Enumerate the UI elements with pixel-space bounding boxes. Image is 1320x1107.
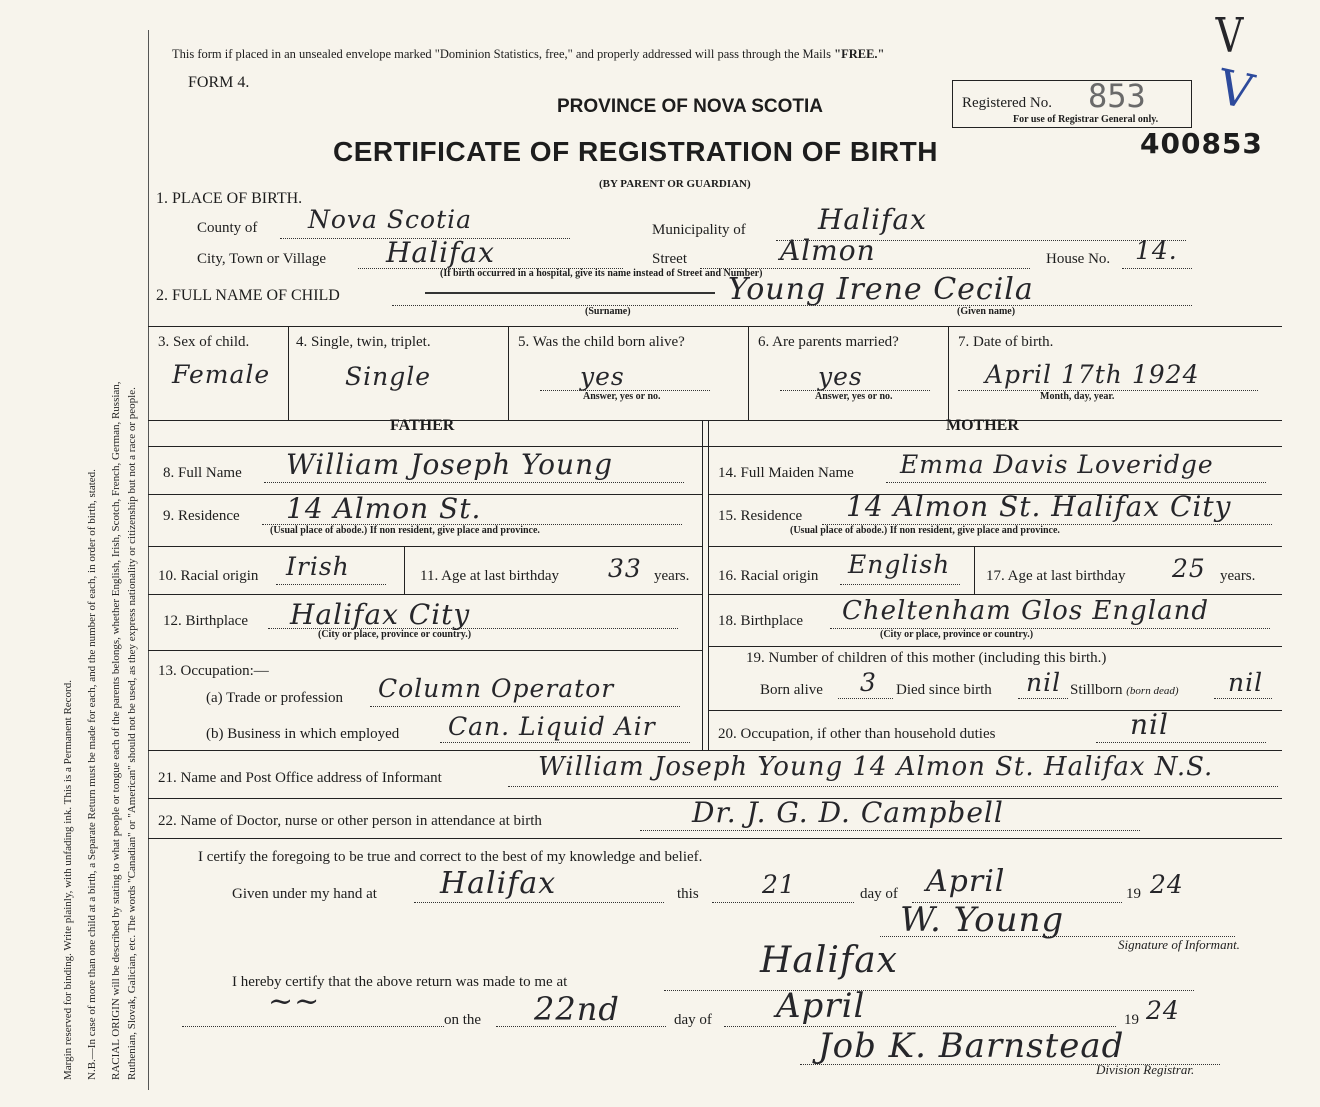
city-value: Halifax: [386, 236, 495, 269]
given-day: 21: [762, 870, 796, 899]
father-age-label: 11. Age at last birthday: [420, 568, 559, 584]
row-3-div-3: [748, 326, 749, 420]
father-age-unit: years.: [654, 568, 690, 584]
mother-racial-div: [974, 546, 975, 594]
alive-caption: Answer, yes or no.: [583, 391, 661, 402]
stillborn-note: (born dead): [1126, 685, 1179, 697]
doctor-line: [640, 830, 1140, 831]
mother-row-19-bottom: [708, 710, 1282, 711]
father-name-label: 8. Full Name: [163, 465, 242, 481]
father-racial-label: 10. Racial origin: [158, 568, 259, 584]
mother-racial-value: English: [848, 550, 951, 579]
child-name-value: Young Irene Cecila: [728, 272, 1034, 307]
stamp-number: 400853: [1140, 127, 1263, 160]
registrar-day-of: day of: [674, 1012, 712, 1028]
mother-occupation-value: nil: [1130, 708, 1169, 741]
child-name-label: 2. FULL NAME OF CHILD: [156, 287, 340, 304]
registrar-day: 22nd: [534, 990, 620, 1028]
born-alive-label: Born alive: [760, 682, 823, 698]
margin-note-4: Ruthenian, Slovak, Galician, etc. The words "Canadian" or "American" should not be used, as they express nationality or citizenship but not a race or people.: [126, 387, 138, 1080]
registered-value: 853: [1088, 77, 1146, 115]
province-title: PROVINCE OF NOVA SCOTIA: [557, 96, 824, 117]
surname-caption: (Surname): [585, 306, 631, 317]
house-line: [1122, 268, 1192, 269]
married-caption: Answer, yes or no.: [815, 391, 893, 402]
mother-name-value: Emma Davis Loveridge: [900, 450, 1214, 479]
stillborn-value: nil: [1228, 668, 1264, 697]
margin-note-1: Margin reserved for binding. Write plainly, with unfading ink. This is a Permanent Record.: [62, 680, 74, 1080]
mother-occupation-line: [1096, 742, 1266, 743]
center-divider: [702, 420, 703, 750]
born-alive-line: [838, 698, 893, 699]
multiplicity-value: Single: [345, 362, 432, 391]
registrar-day-line: [496, 1026, 666, 1027]
registrar-signature: Job K. Barnstead: [818, 1026, 1125, 1066]
father-trade-value: Column Operator: [378, 674, 615, 703]
born-alive-value: 3: [860, 668, 877, 697]
sex-label: 3. Sex of child.: [158, 334, 250, 350]
row-3-div-2: [508, 326, 509, 420]
father-business-value: Can. Liquid Air: [448, 712, 656, 741]
given-year: 24: [1150, 870, 1184, 899]
registrar-place-line: [664, 990, 1194, 991]
municipality-label: Municipality of: [652, 222, 746, 238]
mother-occupation-label: 20. Occupation, if other than household duties: [718, 726, 996, 742]
father-racial-line: [276, 584, 386, 585]
postal-note-text: This form if placed in an unsealed envelope marked "Dominion Statistics, free," and properly addressed will pass through the Mails: [172, 47, 831, 61]
row-3-div-4: [948, 326, 949, 420]
registrar-year: 24: [1146, 996, 1180, 1025]
father-age-value: 33: [608, 554, 642, 583]
given-day-of-label: day of: [860, 886, 898, 902]
county-value: Nova Scotia: [308, 205, 473, 234]
father-birthplace-label: 12. Birthplace: [163, 613, 248, 629]
center-divider-2: [708, 420, 709, 750]
mother-birthplace-caption: (City or place, province or country.): [880, 629, 1034, 640]
municipality-value: Halifax: [818, 203, 927, 236]
check-mark-1: V: [1215, 8, 1245, 64]
dob-label: 7. Date of birth.: [958, 334, 1054, 350]
row-3-div-1: [288, 326, 289, 420]
father-trade-line: [370, 706, 680, 707]
heading-rule: [148, 446, 1282, 447]
house-label: House No.: [1046, 251, 1111, 267]
informant-signature: W. Young: [900, 900, 1065, 940]
died-value: nil: [1026, 668, 1062, 697]
stillborn-label: [1070, 682, 1179, 699]
sex-value: Female: [172, 360, 271, 389]
registrar-year-prefix: 19: [1124, 1012, 1139, 1028]
mother-birthplace-value: Cheltenham Glos England: [842, 596, 1210, 626]
child-name-line: [392, 305, 1192, 306]
father-trade-label: (a) Trade or profession: [206, 690, 344, 706]
registered-box: [952, 77, 1192, 128]
registrar-place-cont: ~~: [268, 984, 321, 1019]
father-birthplace-value: Halifax City: [290, 598, 471, 631]
father-row-12-bottom: [148, 650, 702, 651]
mother-row-15-bottom: [708, 546, 1282, 547]
registrar-place-cont-line: [182, 1026, 444, 1027]
father-occupation-label: 13. Occupation:—: [158, 663, 269, 679]
father-heading: FATHER: [390, 417, 455, 434]
house-value: 14.: [1135, 236, 1178, 265]
registrar-caption: Division Registrar.: [1096, 1062, 1195, 1077]
father-birthplace-caption: (City or place, province or country.): [318, 629, 472, 640]
street-note: (If birth occurred in a hospital, give its name instead of Street and Number): [440, 268, 763, 279]
registrar-on-the: on the: [444, 1012, 482, 1028]
mother-birthplace-label: 18. Birthplace: [718, 613, 803, 629]
registrar-place: Halifax: [760, 940, 898, 981]
given-label: Given under my hand at: [232, 886, 377, 902]
row-3-top: [148, 326, 1282, 327]
given-day-line: [712, 902, 854, 903]
informant-value: William Joseph Young 14 Almon St. Halifax N.S.: [538, 752, 1214, 782]
row-22-bottom: [148, 838, 1282, 839]
informant-line: [508, 786, 1278, 787]
dob-value: April 17th 1924: [985, 360, 1200, 389]
father-residence-value: 14 Almon St.: [286, 492, 482, 525]
city-label: City, Town or Village: [197, 251, 327, 267]
father-name-value: William Joseph Young: [286, 448, 614, 481]
mother-children-label: 19. Number of children of this mother (including this birth.): [746, 650, 1107, 666]
father-row-9-bottom: [148, 546, 702, 547]
certify-statement: I certify the foregoing to be true and correct to the best of my knowledge and belief.: [198, 849, 703, 865]
doctor-value: Dr. J. G. D. Campbell: [692, 796, 1004, 829]
father-racial-value: Irish: [286, 552, 350, 581]
page-title: CERTIFICATE OF REGISTRATION OF BIRTH: [333, 136, 938, 167]
mother-residence-value: 14 Almon St. Halifax City: [846, 490, 1232, 523]
stillborn-text: Stillborn: [1070, 682, 1123, 698]
street-value: Almon: [780, 234, 876, 267]
informant-signature-caption: Signature of Informant.: [1118, 937, 1240, 952]
given-this-label: this: [677, 886, 699, 902]
registrar-note: For use of Registrar General only.: [1013, 114, 1159, 125]
father-business-line: [440, 742, 690, 743]
street-label: Street: [652, 251, 687, 267]
mother-row-18-bottom: [708, 646, 1282, 647]
given-place: Halifax: [440, 866, 557, 901]
married-label: 6. Are parents married?: [758, 334, 899, 350]
mother-age-value: 25: [1172, 554, 1206, 583]
given-month: April: [926, 864, 1006, 899]
registered-label: Registered No.: [962, 95, 1052, 111]
father-business-label: (b) Business in which employed: [206, 726, 400, 742]
mother-age-unit: years.: [1220, 568, 1256, 584]
stillborn-line: [1214, 698, 1272, 699]
struck-text: [425, 292, 715, 294]
registrar-statement: I hereby certify that the above return was made to me at: [232, 974, 568, 990]
dob-caption: Month, day, year.: [1040, 391, 1115, 402]
father-residence-label: 9. Residence: [163, 508, 240, 524]
mother-row-16-bottom: [708, 594, 1282, 595]
page-subtitle: (BY PARENT OR GUARDIAN): [599, 178, 751, 190]
margin-note-2: N.B.—In case of more than one child at a birth, a Separate Return must be made for each, and the number of each, in order of birth, stated.: [86, 469, 98, 1080]
mother-residence-caption: (Usual place of abode.) If non resident, give place and province.: [790, 525, 1060, 536]
given-place-line: [414, 902, 664, 903]
father-row-10-bottom: [148, 594, 702, 595]
alive-value: yes: [580, 362, 625, 391]
given-caption: (Given name): [957, 306, 1016, 317]
died-line: [1018, 698, 1068, 699]
parents-bottom: [148, 750, 1282, 751]
mother-racial-line: [840, 584, 960, 585]
alive-label: 5. Was the child born alive?: [518, 334, 685, 350]
father-racial-div: [404, 546, 405, 594]
given-year-prefix: 19: [1126, 886, 1141, 902]
county-label: County of: [197, 220, 258, 236]
mother-heading: MOTHER: [946, 417, 1019, 434]
postal-note: [172, 47, 884, 62]
margin-rule: [148, 30, 149, 1090]
registrar-month: April: [776, 986, 866, 1026]
multiplicity-label: 4. Single, twin, triplet.: [296, 334, 431, 350]
form-number: FORM 4.: [188, 74, 250, 91]
place-of-birth-heading: 1. PLACE OF BIRTH.: [156, 190, 303, 207]
mother-name-line: [886, 482, 1266, 483]
margin-note-3: RACIAL ORIGIN will be described by stating to what people or tongue each of the parents belongs, whether English, Irish, Scotch, French, German, Russian,: [110, 381, 122, 1080]
row-3-bottom: [148, 420, 1282, 421]
mother-racial-label: 16. Racial origin: [718, 568, 819, 584]
informant-label: 21. Name and Post Office address of Informant: [158, 770, 442, 786]
postal-free: "FREE.": [834, 47, 885, 61]
married-value: yes: [818, 362, 863, 391]
father-name-line: [264, 482, 684, 483]
mother-residence-label: 15. Residence: [718, 508, 803, 524]
check-mark-2: V: [1212, 58, 1260, 122]
doctor-label: 22. Name of Doctor, nurse or other person in attendance at birth: [158, 813, 542, 829]
mother-age-label: 17. Age at last birthday: [986, 568, 1126, 584]
died-label: Died since birth: [896, 682, 992, 698]
mother-name-label: 14. Full Maiden Name: [718, 465, 854, 481]
father-residence-caption: (Usual place of abode.) If non resident, give place and province.: [270, 525, 540, 536]
